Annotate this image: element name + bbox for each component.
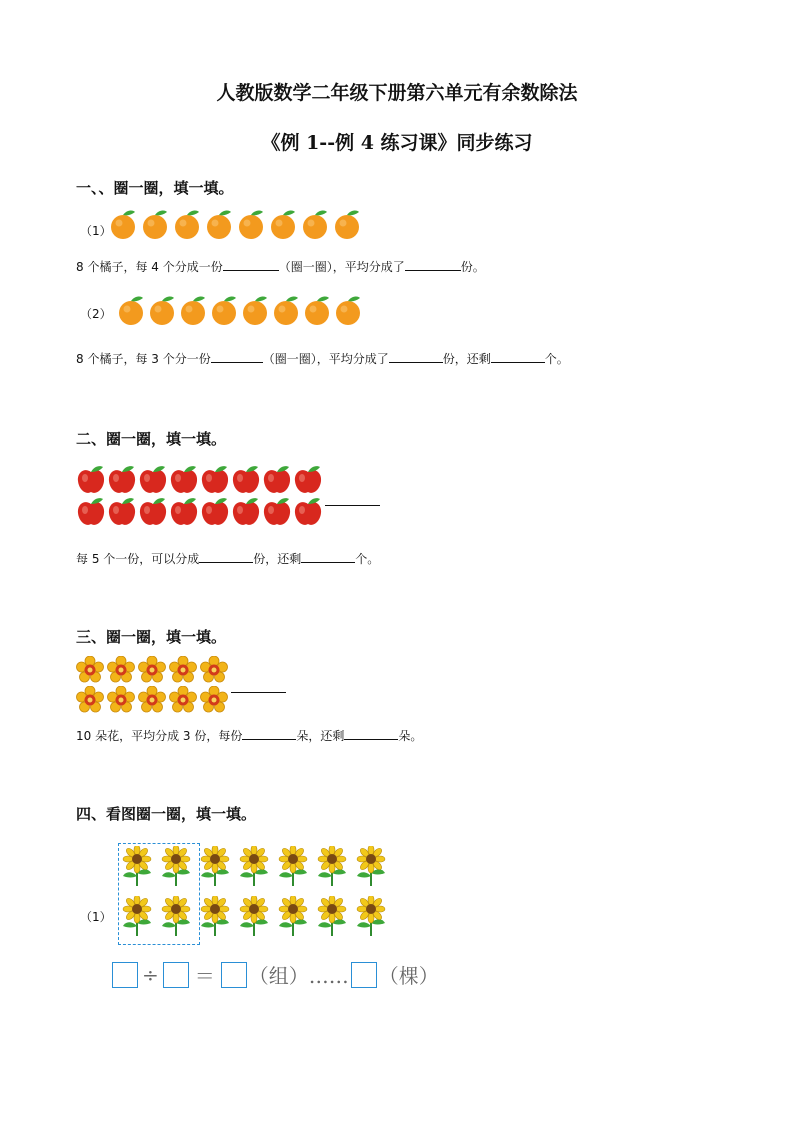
orange-icon: [206, 210, 238, 244]
sunflower-icon: [118, 846, 157, 888]
sunflower-icon: [313, 846, 352, 888]
answer-blank[interactable]: [491, 350, 545, 363]
main-title: 人教版数学二年级下册第六单元有余数除法: [216, 82, 578, 104]
problem-1-text: 8 个橘子，每 4 个分成一份 （圈一圈），平均分成了 份。: [76, 260, 485, 274]
section-1-heading: 一、、圈一圈，填一填。: [76, 179, 234, 197]
orange-icon: [180, 294, 211, 330]
orange-row-2: [118, 294, 366, 330]
apple-icon: [262, 465, 293, 497]
orange-icon: [149, 294, 180, 330]
sunflower-icon: [196, 896, 235, 938]
answer-blank[interactable]: [389, 350, 443, 363]
problem-4-label: （1）: [80, 910, 112, 924]
sunflower-icon: [196, 846, 235, 888]
answer-box[interactable]: [112, 962, 138, 988]
sunflower-icon: [274, 896, 313, 938]
sunflower-icon: [352, 896, 391, 938]
division-equation: [112, 960, 441, 989]
sunflower-grid: [118, 846, 391, 938]
answer-blank[interactable]: [242, 727, 296, 740]
orange-icon: [334, 210, 366, 244]
sunflower-icon: [118, 896, 157, 938]
section-3-text: 10 朵花，平均分成 3 份，每份 朵，还剩 朵。: [76, 729, 423, 743]
apple-icon: [231, 497, 262, 529]
apple-icon: [107, 497, 138, 529]
flower-icon: [169, 656, 200, 686]
answer-box[interactable]: [351, 962, 377, 988]
apple-icon: [200, 497, 231, 529]
orange-row-1: [110, 210, 366, 244]
flower-icon: [76, 686, 107, 716]
orange-icon: [242, 294, 273, 330]
sunflower-icon: [313, 896, 352, 938]
problem-2-label: （2）: [80, 307, 112, 321]
answer-blank[interactable]: [211, 350, 263, 363]
answer-line[interactable]: [231, 692, 286, 693]
apple-icon: [293, 497, 324, 529]
flower-icon: [76, 656, 107, 686]
orange-icon: [273, 294, 304, 330]
orange-icon: [211, 294, 242, 330]
apple-icon: [262, 497, 293, 529]
apple-icon: [76, 465, 107, 497]
flower-icon: [107, 656, 138, 686]
sunflower-icon: [235, 896, 274, 938]
orange-icon: [110, 210, 142, 244]
orange-icon: [302, 210, 334, 244]
apple-icon: [138, 465, 169, 497]
flower-grid: [76, 656, 231, 716]
flower-icon: [200, 686, 231, 716]
problem-1-label: （1）: [80, 224, 112, 238]
orange-icon: [174, 210, 206, 244]
answer-blank[interactable]: [199, 550, 253, 563]
sunflower-icon: [274, 846, 313, 888]
flower-icon: [138, 656, 169, 686]
apple-icon: [169, 465, 200, 497]
equals-sign: ＝: [194, 964, 215, 988]
answer-blank[interactable]: [405, 258, 461, 271]
sub-title: 《例 1--例 4 练习课》同步练习: [261, 132, 533, 154]
orange-icon: [118, 294, 149, 330]
apple-icon: [138, 497, 169, 529]
flower-icon: [107, 686, 138, 716]
section-4-heading: 四、看图圈一圈，填一填。: [76, 805, 257, 823]
apple-icon: [231, 465, 262, 497]
sunflower-icon: [352, 846, 391, 888]
apple-icon: [76, 497, 107, 529]
answer-box[interactable]: [163, 962, 189, 988]
sunflower-icon: [235, 846, 274, 888]
divide-sign: ÷: [142, 962, 159, 987]
apple-icon: [107, 465, 138, 497]
apple-grid: [76, 465, 324, 529]
flower-icon: [169, 686, 200, 716]
answer-blank[interactable]: [223, 258, 279, 271]
flower-icon: [200, 656, 231, 686]
section-3-heading: 三、圈一圈，填一填。: [76, 628, 227, 646]
apple-icon: [293, 465, 324, 497]
tree-unit: （棵）: [378, 964, 439, 988]
answer-blank[interactable]: [301, 550, 355, 563]
problem-2-text: 8 个橘子，每 3 个分一份 （圈一圈），平均分成了 份，还剩 个。: [76, 352, 569, 366]
orange-icon: [335, 294, 366, 330]
answer-blank[interactable]: [344, 727, 398, 740]
orange-icon: [238, 210, 270, 244]
orange-icon: [270, 210, 302, 244]
answer-box[interactable]: [221, 962, 247, 988]
orange-icon: [142, 210, 174, 244]
sunflower-icon: [157, 846, 196, 888]
orange-icon: [304, 294, 335, 330]
group-unit: （组）……: [248, 964, 349, 988]
section-2-heading: 二、圈一圈，填一填。: [76, 430, 227, 448]
flower-icon: [138, 686, 169, 716]
apple-icon: [200, 465, 231, 497]
apple-icon: [169, 497, 200, 529]
sunflower-icon: [157, 896, 196, 938]
answer-line[interactable]: [325, 505, 380, 506]
section-2-text: 每 5 个一份，可以分成 份，还剩 个。: [76, 552, 380, 566]
